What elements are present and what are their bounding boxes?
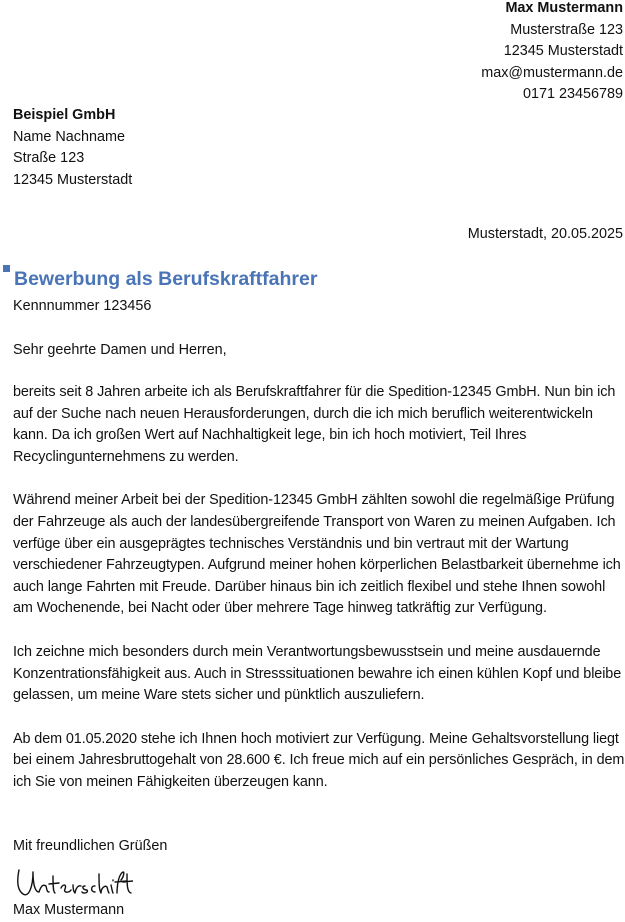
sender-city: 12345 Musterstadt — [503, 43, 623, 60]
recipient-street: Straße 123 — [13, 150, 85, 167]
closing-phrase: Mit freundlichen Grüßen — [13, 838, 168, 854]
sender-name: Max Mustermann — [505, 0, 623, 16]
body-paragraph: Ab dem 01.05.2020 stehe ich Ihnen hoch motiviert zur Verfügung. Meine Gehaltsvorstellung liegt bei einem Jahresbruttogehalt von 28.600 €. Ich freue mich auf ein persönliches Gespräch, in dem ich Sie von meinen Fähigkeiten überzeugen kann. — [13, 730, 625, 790]
body-paragraph: Während meiner Arbeit bei der Spedition-12345 GmbH zählten sowohl die regelmäßige Prüfung der Fahrzeuge als auch der landesübergreifende Transport von Waren zu meinen Aufgaben. Ich verfüge über ein ausgeprägtes technisches Verständnis und bin vertraut mit der Wartung verschiedener Fahrzeugtypen. Aufgrund meiner hohen körperlichen Belastbarkeit übernehme ich auch lange Fahrten mit Freude. Darüber hinaus bin ich zeitlich flexibel und stehe Ihnen sowohl am Wochenende, bei Nacht oder über mehrere Tage hinweg tatkräftig zur Verfügung. — [13, 492, 621, 617]
recipient-address-block — [13, 105, 132, 191]
reference-number: Kennnummer 123456 — [13, 298, 152, 314]
sender-address-block — [481, 0, 623, 106]
salutation: Sehr geehrte Damen und Herren, — [13, 342, 227, 358]
sender-phone: 0171 23456789 — [522, 86, 623, 103]
signer-name: Max Mustermann — [13, 902, 125, 918]
recipient-contact: Name Nachname — [13, 128, 125, 145]
body-paragraph: bereits seit 8 Jahren arbeite ich als Berufskraftfahrer für die Spedition-12345 GmbH. Nun bin ich auf der Suche nach neuen Herausforderungen, durch die ich mich beruflich weiterentwickeln kann. Da ich großen Wert auf Nachhaltigkeit lege, bin ich hoch motiviert, Teil Ihres Recyclingunternehmens zu werden. — [13, 384, 616, 465]
sender-street: Musterstraße 123 — [510, 21, 623, 38]
handwritten-signature — [13, 862, 133, 902]
recipient-city: 12345 Musterstadt — [13, 171, 133, 188]
recipient-company: Beispiel GmbH — [13, 107, 116, 123]
letter-date: Musterstadt, 20.05.2025 — [467, 226, 623, 242]
letter-subject: Bewerbung als Berufskraftfahrer — [14, 268, 318, 290]
subject-marker-square — [3, 265, 10, 272]
letter-body — [13, 382, 625, 816]
sender-email: max@mustermann.de — [481, 64, 623, 81]
body-paragraph: Ich zeichne mich besonders durch mein Verantwortungsbewusstsein und meine ausdauernde Konzentrationsfähigkeit aus. Auch in Stresssituationen bewahre ich einen kühlen Kopf und bleibe gelassen, um meine Ware stets sicher und pünktlich auszuliefern. — [13, 643, 622, 704]
